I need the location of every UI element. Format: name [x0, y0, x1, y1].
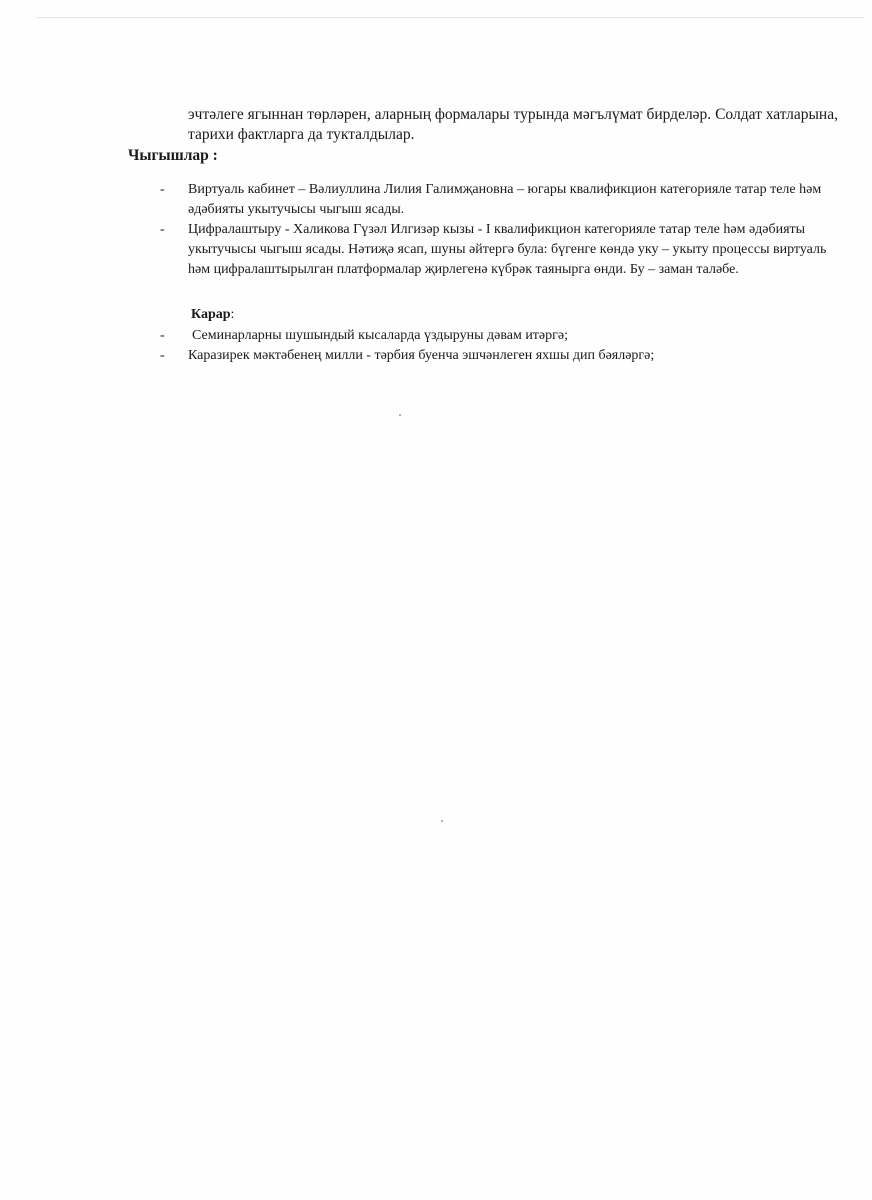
list-item: [160, 326, 840, 346]
list-item: [160, 220, 840, 280]
intro-paragraph: эчтәлеге ягыннан төрләрен, аларның формалары турында мәгълүмат бирделәр. Солдат хатларына, тарихи фактларга да тукталдылар.: [188, 106, 838, 143]
list-item-text: Виртуаль кабинет – Вәлиуллина Лилия Галимҗановна – югары квалификцион категорияле татар теле һәм әдәбияты укытучысы чыгыш ясады.: [188, 182, 822, 217]
scan-speck: [399, 414, 401, 416]
decision-heading: [191, 305, 234, 325]
scan-edge-line: [36, 17, 864, 18]
speeches-heading: Чыгышлар :: [128, 147, 218, 164]
list-dash: -: [160, 348, 165, 363]
list-item-text: Цифралаштыру - Халикова Гүзәл Илгизәр кызы - I квалификцион категорияле татар теле һәм әдәбияты укытучысы чыгыш ясады. Нәтиҗә ясап, шуны әйтергә була: бүгенге көндә уку – укыту процессы виртуаль һәм цифралаштырылган платформалар җирлегенә күбрәк таянырга өнди. Бу – заман таләбе.: [188, 222, 827, 277]
list-item-text: Семинарларны шушындый кысаларда үздыруны дәвам итәргә;: [192, 328, 568, 343]
decision-heading-label: Карар: [191, 307, 231, 322]
scan-speck: [441, 820, 443, 822]
list-item: [160, 180, 840, 220]
list-item: [160, 346, 840, 366]
list-item-text: Каразирек мәктәбенең милли - тәрбия буенча эшчәнлеген яхшы дип бәяләргә;: [188, 348, 655, 363]
speeches-list: [160, 180, 840, 280]
list-dash: -: [160, 182, 165, 197]
list-dash: -: [160, 222, 165, 237]
decision-heading-colon: :: [230, 307, 235, 322]
decisions-list: [160, 326, 840, 366]
list-dash: -: [160, 328, 165, 343]
